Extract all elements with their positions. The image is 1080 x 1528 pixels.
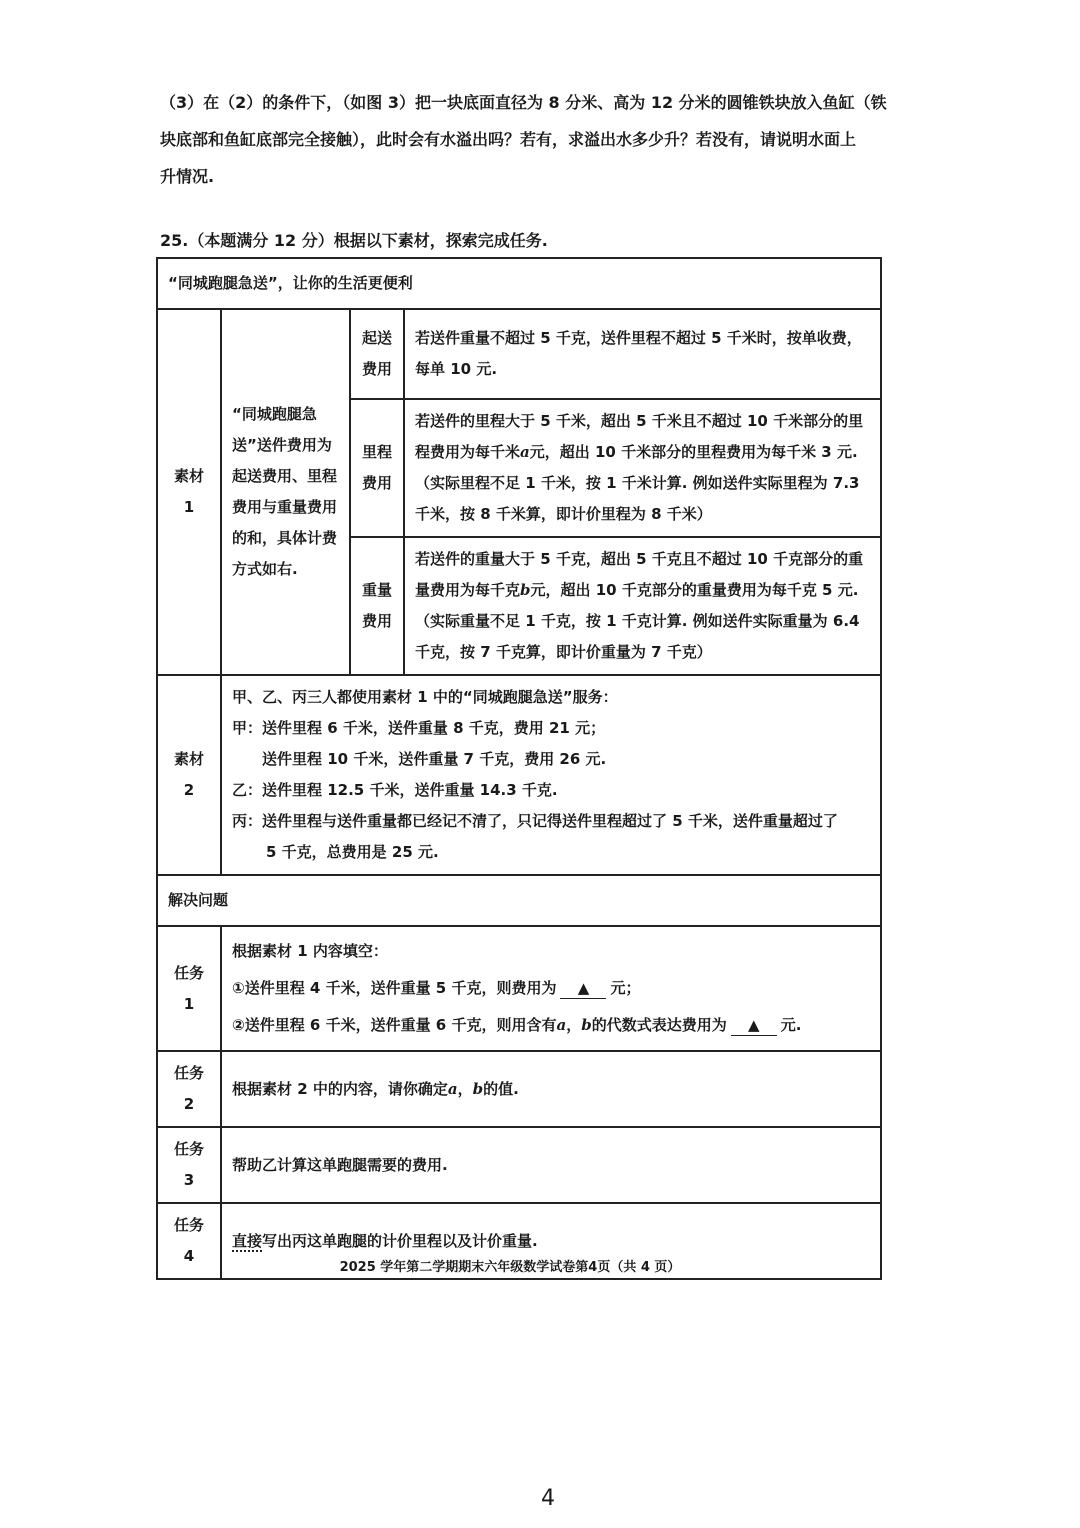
- question-3-line: （3）在（2）的条件下，（如图 3）把一块底面直径为 8 分米、高为 12 分米的圆锥铁块放入鱼缸（铁: [160, 93, 887, 112]
- task-4-label: 任务 4: [157, 1203, 221, 1279]
- start-fee-text: 若送件重量不超过 5 千克，送件里程不超过 5 千米时，按单收费，每单 10 元.: [404, 309, 881, 399]
- solve-title: 解决问题: [157, 875, 881, 926]
- page-number: 4: [541, 1486, 555, 1511]
- task-1-item-1: [232, 970, 870, 1007]
- question-25-heading: 25.（本题满分 12 分）根据以下素材，探索完成任务.: [160, 231, 548, 250]
- mileage-fee-label-line: 费用: [361, 474, 392, 492]
- task-4-text-rest: 写出丙这单跑腿的计价里程以及计价重量.: [262, 1231, 538, 1250]
- question-3-line: 升情况.: [160, 167, 215, 186]
- question-3: [160, 84, 890, 195]
- material-1-label: 素材 1: [157, 309, 221, 675]
- task-1-label: 任务 1: [157, 926, 221, 1051]
- variable-a: a: [447, 1079, 458, 1098]
- task-1-item-2-text-b: 的代数式表达费用为: [591, 1016, 727, 1034]
- table-title: “同城跑腿急送”，让你的生活更便利: [157, 258, 881, 309]
- task-1-line: 根据素材 1 内容填空：: [232, 942, 388, 960]
- start-fee-label: [350, 309, 404, 399]
- task-1-item-2-text-a: ②送件里程 6 千米，送件重量 6 千克，则用含有: [232, 1016, 557, 1034]
- materials-table: [156, 257, 882, 1280]
- task-2-text: [221, 1051, 881, 1127]
- mileage-fee-label-line: 里程: [361, 443, 392, 461]
- unit-text: 元；: [610, 979, 641, 997]
- variable-b: b: [472, 1079, 484, 1098]
- material-2-line: 丙：送件里程与送件重量都已经记不清了，只记得送件里程超过了 5 千米，送件重量超过了: [232, 812, 838, 830]
- weight-fee-label-line: 重量: [361, 581, 392, 599]
- start-fee-label-line: 起送: [361, 329, 392, 347]
- task-2-label: 任务 2: [157, 1051, 221, 1127]
- variable-b: b: [520, 581, 531, 599]
- task-3-label: 任务 3: [157, 1127, 221, 1203]
- mileage-fee-label: [350, 399, 404, 537]
- material-2-label: 素材 2: [157, 675, 221, 875]
- question-3-line: 块底部和鱼缸底部完全接触），此时会有水溢出吗？若有，求溢出水多少升？若没有，请说明水面上: [160, 130, 857, 149]
- material-2-line: 甲：送件里程 6 千米，送件重量 8 千克，费用 21 元；: [232, 719, 606, 737]
- weight-fee-text-b: 元，超出 10 千克部分的重量费用为每千克 5 元.（实际重量不足 1 千克，按 1 千克计算. 例如送件实际重量为 6.4 千克，按 7 千克算，即计价重量为 7 千克）: [415, 581, 860, 661]
- unit-text: 元.: [780, 1016, 802, 1034]
- material-2-line: 送件里程 10 千米，送件重量 7 千克，费用 26 元.: [262, 750, 607, 768]
- page-footer: 2025 学年第二学期期末六年级数学试卷第4页（共 4 页）: [339, 1260, 681, 1275]
- material-1-description: “同城跑腿急送”送件费用为起送费用、里程费用与重量费用的和，具体计费方式如右.: [221, 309, 350, 675]
- weight-fee-text: [404, 537, 881, 675]
- material-2-line: 甲、乙、丙三人都使用素材 1 中的“同城跑腿急送”服务：: [232, 688, 618, 706]
- answer-blank: ▲: [731, 1015, 777, 1036]
- material-2-line: 5 千克，总费用是 25 元.: [266, 843, 439, 861]
- task-1-item-2: [232, 1007, 870, 1044]
- mileage-fee-text-b: 元，超出 10 千米部分的里程费用为每千米 3 元.（实际里程不足 1 千米，按 1 千米计算. 例如送件实际里程为 7.3 千米，按 8 千米算，即计价里程为 8 千米）: [415, 443, 860, 523]
- answer-blank: ▲: [560, 978, 606, 999]
- mileage-fee-text-a: 若送件的里程大于 5 千米，超出 5 千米且不超过 10 千米部分的里程费用为每千米: [415, 412, 864, 461]
- variable-a: a: [520, 443, 530, 461]
- weight-fee-label: [350, 537, 404, 675]
- material-2-line: 乙：送件里程 12.5 千米，送件重量 14.3 千克.: [232, 781, 558, 799]
- comma: ，: [457, 1079, 473, 1098]
- material-2-content: [221, 675, 881, 875]
- weight-fee-text-a: 若送件的重量大于 5 千克，超出 5 千克且不超过 10 千克部分的重量费用为每千克: [415, 550, 864, 599]
- variable-a: a: [556, 1016, 567, 1034]
- task-2-text-a: 根据素材 2 中的内容，请你确定: [232, 1079, 448, 1098]
- mileage-fee-text: [404, 399, 881, 537]
- task-2-text-b: 的值.: [483, 1079, 519, 1098]
- start-fee-label-line: 费用: [361, 360, 392, 378]
- task-3-text: 帮助乙计算这单跑腿需要的费用.: [221, 1127, 881, 1203]
- variable-b: b: [581, 1016, 592, 1034]
- task-1-item-1-text: ①送件里程 4 千米，送件重量 5 千克，则费用为: [232, 979, 557, 997]
- task-1-content: [221, 926, 881, 1051]
- comma: ，: [566, 1016, 582, 1034]
- emphasis-text: 直接: [232, 1231, 263, 1250]
- weight-fee-label-line: 费用: [361, 612, 392, 630]
